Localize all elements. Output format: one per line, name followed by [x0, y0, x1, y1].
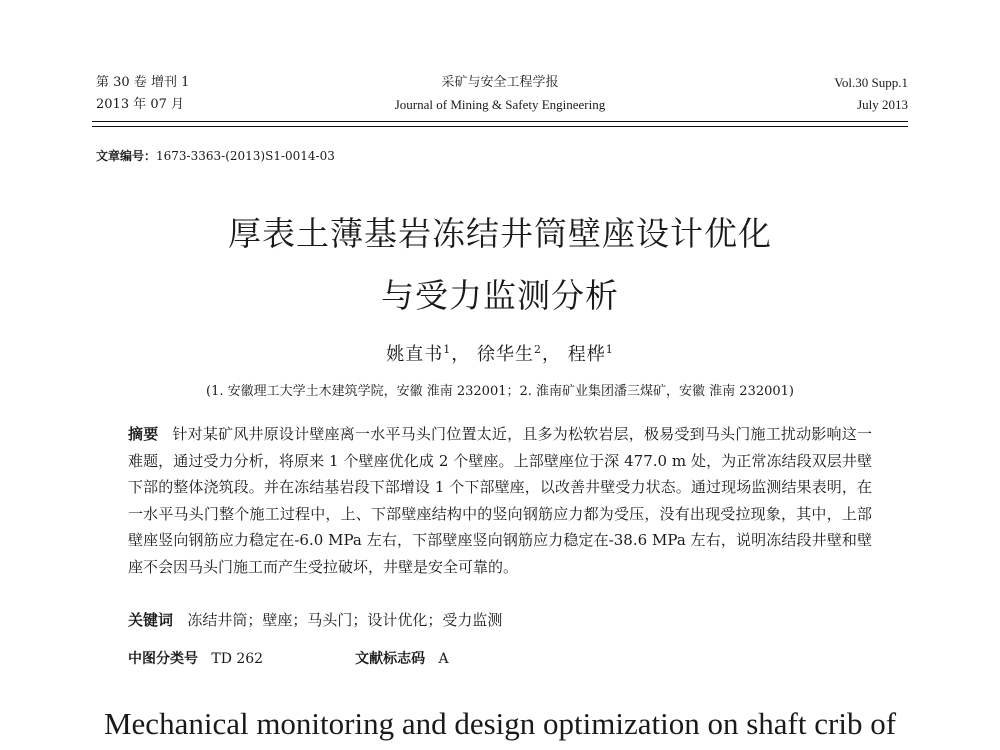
doc-code-label: 文献标志码: [355, 651, 426, 667]
article-number-value: 1673-3363-(2013)S1-0014-03: [156, 149, 335, 163]
volume-supp: Vol.30 Supp.1: [834, 75, 908, 90]
journal-name-cn: 采矿与安全工程学报: [441, 75, 559, 90]
author-affiliation-mark: 1: [443, 343, 452, 356]
affiliation: (1. 安徽理工大学土木建筑学院，安徽 淮南 232001；2. 淮南矿业集团潘三煤矿，安徽 淮南 232001): [206, 384, 794, 399]
author-list: [0, 340, 1000, 366]
author-name: 徐华生: [477, 344, 534, 365]
article-number-label: 文章编号：: [96, 149, 157, 163]
abstract: [128, 421, 872, 580]
author-affiliation-mark: 2: [534, 343, 542, 356]
english-title: Mechanical monitoring and design optimization on shaft crib of: [103, 706, 897, 741]
classification: [128, 648, 449, 668]
keywords: [128, 609, 502, 630]
volume-issue: 第 30 卷 增刊 1: [96, 75, 190, 90]
journal-volume-info-en: [834, 72, 908, 116]
issue-date-en: July 2013: [857, 97, 908, 112]
issue-date-cn: 2013 年 07 月: [96, 97, 185, 112]
abstract-label: 摘要: [128, 425, 159, 443]
abstract-text: 针对某矿风井原设计壁座离一水平马头门位置太近，且多为松软岩层，极易受到马头门施工扰动影响这一难题，通过受力分析，将原来 1 个壁座优化成 2 个壁座。上部壁座位于深 477.0 m 处，为正常冻结段双层井壁下部的整体浇筑段。并在冻结基岩段下部增设 1 个下部壁座，以改善井壁受力状态。通过现场监测结果表明，在一水平马头门整个施工过程中，上、下部壁座结构中的竖向钢筋应力都为受压，没有出现受拉现象，其中，上部壁座竖向钢筋应力稳定在-6.0 MPa 左右，下部壁座竖向钢筋应力稳定在-38.6 MPa 左右，说明冻结段井壁和壁座不会因马头门施工而产生受拉破坏，井壁是安全可靠的。: [128, 425, 872, 576]
keywords-text: 冻结井筒；壁座；马头门；设计优化；受力监测: [187, 611, 503, 629]
page-title-line2: 与受力监测分析: [381, 276, 619, 315]
author-name: 姚直书: [386, 344, 444, 365]
journal-name-en: Journal of Mining & Safety Engineering: [394, 97, 606, 112]
author-separator: ，: [451, 344, 471, 365]
author-name: 程桦: [567, 344, 606, 365]
header-rule-thick: [92, 121, 908, 122]
clc-label: 中图分类号: [128, 651, 198, 667]
page-title-line1: 厚表土薄基岩冻结井筒壁座设计优化: [228, 214, 772, 253]
clc-value: TD 262: [211, 651, 264, 667]
keywords-label: 关键词: [128, 611, 174, 629]
doc-code-value: A: [438, 651, 449, 667]
header-rule-thin: [92, 126, 908, 127]
author-affiliation-mark: 1: [605, 343, 614, 356]
author-separator: ，: [542, 344, 561, 365]
article-number: [96, 147, 335, 164]
